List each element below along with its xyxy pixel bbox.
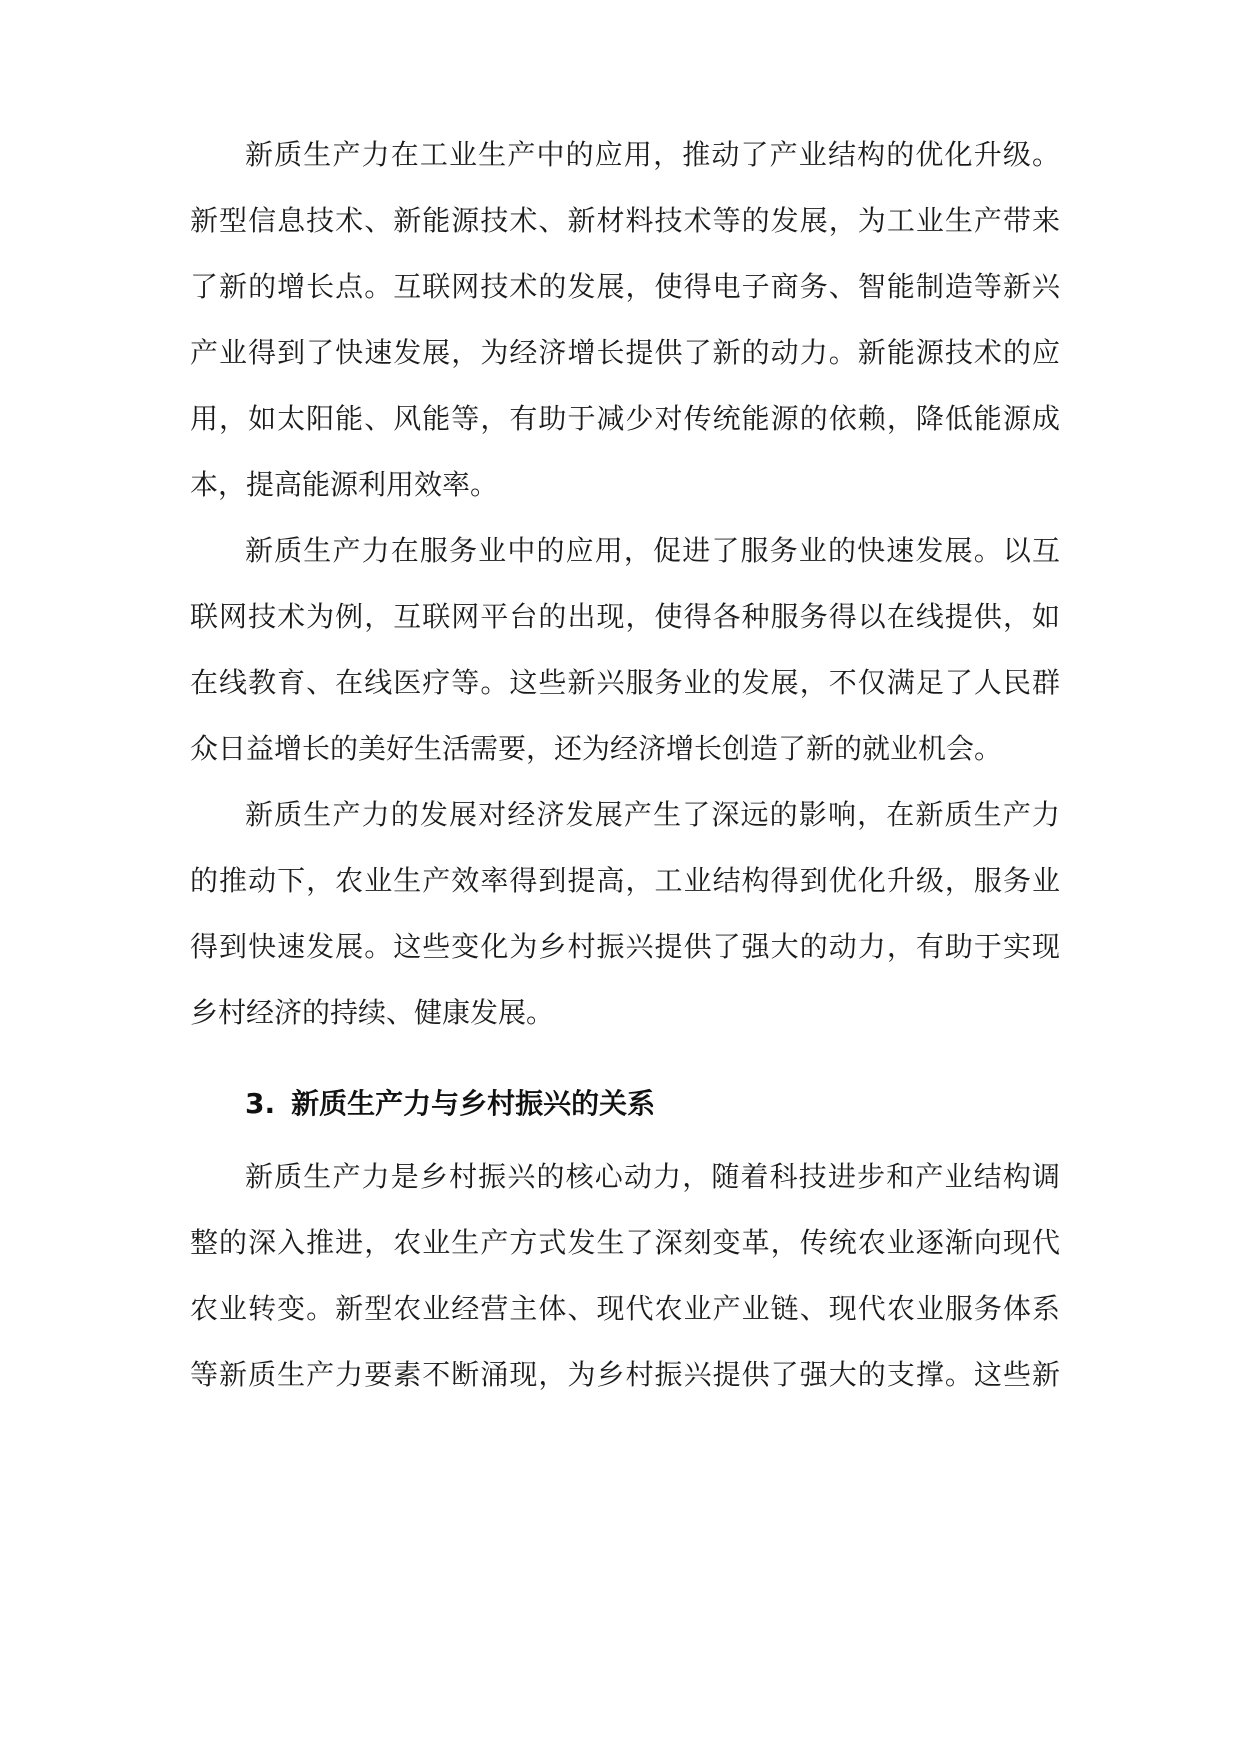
paragraph-3-line-3: 得到快速发展。这些变化为乡村振兴提供了强大的动力，有助于实现 (190, 930, 1060, 963)
paragraph-1-line-5: 用，如太阳能、风能等，有助于减少对传统能源的依赖，降低能源成 (190, 402, 1060, 435)
paragraph-4-line-2: 整的深入推进，农业生产方式发生了深刻变革，传统农业逐渐向现代 (190, 1226, 1060, 1259)
paragraph-1-line-6: 本，提高能源利用效率。 (190, 468, 499, 501)
section-number: 3. (245, 1087, 276, 1120)
paragraph-1-line-3: 了新的增长点。互联网技术的发展，使得电子商务、智能制造等新兴 (190, 270, 1060, 303)
paragraph-1-line-4: 产业得到了快速发展，为经济增长提供了新的动力。新能源技术的应 (190, 336, 1060, 369)
section-title: 新质生产力与乡村振兴的关系 (291, 1087, 656, 1120)
paragraph-1-line-2: 新型信息技术、新能源技术、新材料技术等的发展，为工业生产带来 (190, 204, 1060, 237)
paragraph-3-line-1: 新质生产力的发展对经济发展产生了深远的影响，在新质生产力 (245, 798, 1060, 831)
section-heading (245, 1084, 655, 1124)
paragraph-4-line-4: 等新质生产力要素不断涌现，为乡村振兴提供了强大的支撑。这些新 (190, 1358, 1060, 1391)
paragraph-2-line-2: 联网技术为例，互联网平台的出现，使得各种服务得以在线提供，如 (190, 600, 1060, 633)
paragraph-2-line-4: 众日益增长的美好生活需要，还为经济增长创造了新的就业机会。 (190, 732, 1003, 765)
paragraph-4-line-1: 新质生产力是乡村振兴的核心动力，随着科技进步和产业结构调 (245, 1160, 1060, 1193)
paragraph-3-line-4: 乡村经济的持续、健康发展。 (190, 996, 555, 1029)
paragraph-2-line-3: 在线教育、在线医疗等。这些新兴服务业的发展，不仅满足了人民群 (190, 666, 1060, 699)
paragraph-3-line-2: 的推动下，农业生产效率得到提高，工业结构得到优化升级，服务业 (190, 864, 1060, 897)
paragraph-4-line-3: 农业转变。新型农业经营主体、现代农业产业链、现代农业服务体系 (190, 1292, 1060, 1325)
paragraph-2-line-1: 新质生产力在服务业中的应用，促进了服务业的快速发展。以互 (245, 534, 1060, 567)
paragraph-1-line-1: 新质生产力在工业生产中的应用，推动了产业结构的优化升级。 (245, 138, 1060, 171)
